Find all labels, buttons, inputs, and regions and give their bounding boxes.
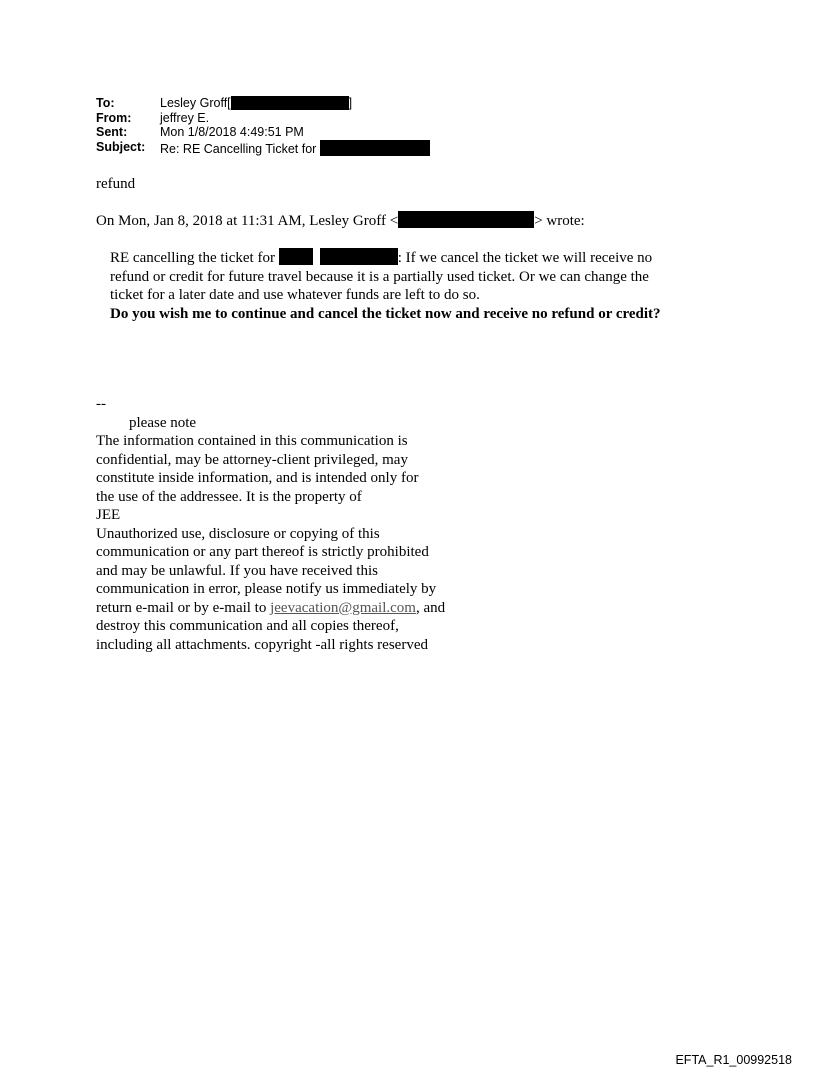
email-link[interactable]: jeevacation@gmail.com — [270, 599, 416, 616]
quoted-line: ticket for a later date and use whatever funds are left to do so. — [110, 287, 480, 303]
email-signature — [96, 395, 445, 654]
disclaimer-line: JEE — [96, 507, 121, 523]
quote-intro: On Mon, Jan 8, 2018 at 11:31 AM, Lesley Groff < > wrote: — [96, 213, 585, 229]
to-row — [96, 96, 430, 111]
from-label: From: — [96, 110, 132, 125]
redaction-block — [320, 248, 398, 265]
redaction-block — [320, 140, 430, 156]
redaction-block — [231, 96, 349, 110]
sent-value: Mon 1/8/2018 4:49:51 PM — [160, 125, 304, 139]
quoted-line: RE cancelling the ticket for : If we cancel the ticket we will receive no — [110, 250, 653, 266]
disclaimer-line: confidential, may be attorney-client privileged, may — [96, 451, 408, 468]
sent-row — [96, 125, 430, 140]
disclaimer-line: communication in error, please notify us immediately by — [96, 581, 437, 597]
disclaimer-line: the use of the addressee. It is the property of — [96, 488, 362, 505]
disclaimer-line: destroy this communication and all copies thereof, — [96, 618, 399, 634]
disclaimer-line: and may be unlawful. If you have received this — [96, 562, 378, 579]
from-value: jeffrey E. — [160, 110, 210, 125]
sent-label: Sent: — [96, 125, 128, 139]
subject-label: Subject: — [96, 139, 146, 154]
signature-note: please note — [129, 414, 197, 431]
subject-value: Re: RE Cancelling Ticket for — [160, 140, 430, 157]
disclaimer-line: constitute inside information, and is intended only for — [96, 470, 419, 486]
to-label: To: — [96, 96, 115, 110]
subject-row — [96, 140, 430, 157]
quoted-question: Do you wish me to continue and cancel the ticket now and receive no refund or credit? — [110, 305, 661, 322]
redaction-block — [398, 211, 534, 228]
signature-dashes: -- — [96, 396, 106, 412]
quoted-line: refund or credit for future travel because it is a partially used ticket. Or we can change the — [110, 268, 649, 285]
quoted-message — [110, 248, 661, 323]
document-id: EFTA_R1_00992518 — [675, 1053, 792, 1067]
redaction-block — [279, 248, 313, 265]
disclaimer-line: communication or any part thereof is strictly prohibited — [96, 544, 429, 560]
email-header — [96, 96, 430, 156]
from-row — [96, 111, 430, 126]
disclaimer-line: The information contained in this communication is — [96, 433, 408, 449]
disclaimer-line: Unauthorized use, disclosure or copying of this — [96, 525, 380, 542]
reply-text: refund — [96, 176, 136, 192]
to-value: Lesley Groff[ ] — [160, 96, 353, 110]
disclaimer-line: return e-mail or by e-mail to jeevacation@gmail.com, and — [96, 599, 446, 616]
disclaimer-line: including all attachments. copyright -all rights reserved — [96, 636, 428, 653]
